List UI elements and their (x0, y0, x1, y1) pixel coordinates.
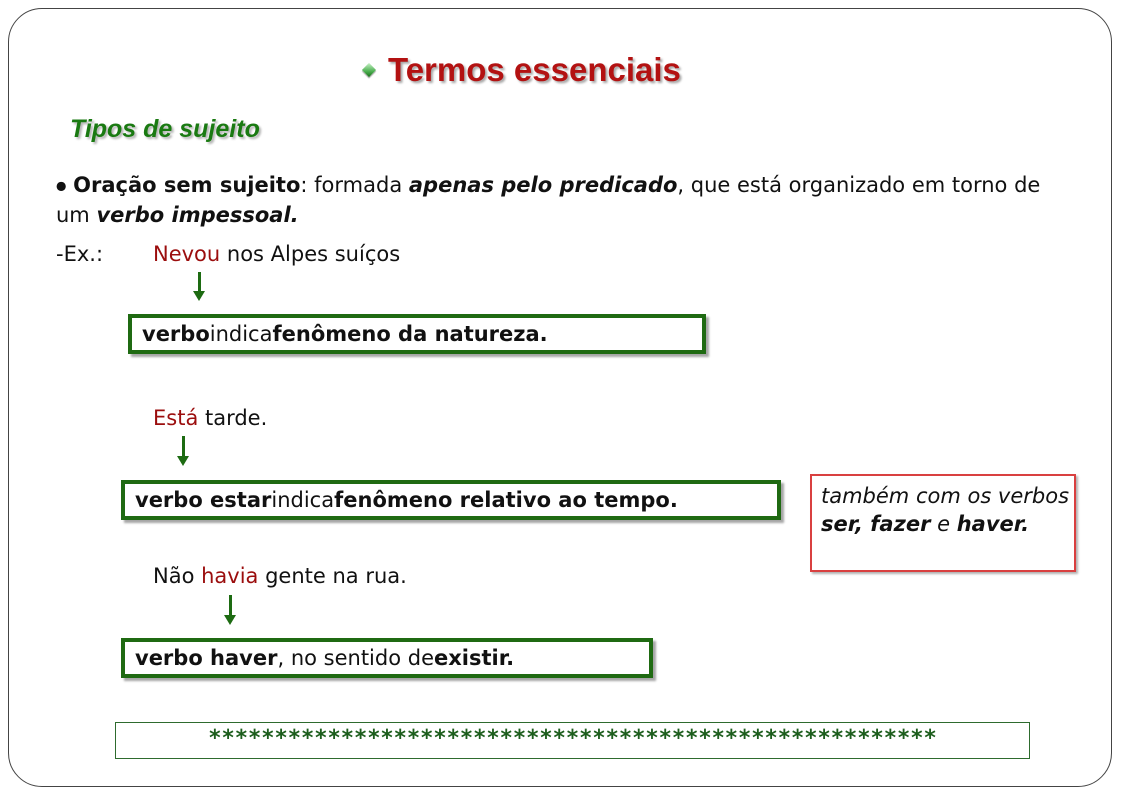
down-arrow-icon (198, 272, 201, 293)
box-3-bold-1: verbo haver (135, 646, 278, 670)
diamond-bullet-icon (362, 63, 376, 77)
box-3-text: , no sentido de (277, 646, 434, 670)
example-rest-1: nos Alpes suíços (220, 242, 401, 266)
note-box (810, 474, 1076, 572)
example-label: -Ex.: (56, 242, 104, 266)
down-arrow-icon (182, 436, 185, 458)
example-verb-3: havia (201, 564, 259, 588)
explanation-box-3 (121, 638, 653, 678)
definition-text-2: , que está organizado em torno de um (56, 173, 1041, 227)
example-sentence-3 (153, 564, 407, 588)
definition-text-1: : formada (300, 173, 409, 197)
box-2-text: indica (271, 488, 335, 512)
bullet-icon: ● (56, 178, 67, 193)
note-text-2: e (930, 512, 957, 536)
definition-emphasis-2: verbo impessoal. (96, 202, 299, 227)
box-2-bold-1: verbo estar (135, 488, 272, 512)
box-1-bold-2: fenômeno da natureza. (272, 322, 548, 346)
explanation-box-1 (128, 314, 706, 354)
asterisk-divider: ******************************************************* (115, 722, 1030, 759)
note-text-1: também com os verbos (821, 484, 1070, 508)
example-rest-2: tarde. (198, 406, 268, 430)
example-sentence-1 (153, 242, 400, 266)
note-bold-1: ser, fazer (821, 512, 931, 536)
slide-title (364, 48, 681, 92)
definition-term: Oração sem sujeito (73, 173, 301, 197)
down-arrow-icon (229, 595, 232, 617)
example-sentence-2 (153, 406, 267, 430)
title-text: Termos essenciais (388, 51, 681, 88)
box-1-text: indica (209, 322, 273, 346)
note-bold-2: haver. (956, 512, 1030, 536)
definition-emphasis-1: apenas pelo predicado (408, 173, 678, 197)
example-verb-2: Está (153, 406, 199, 430)
box-3-bold-2: existir. (434, 646, 515, 670)
example-pre-3: Não (153, 564, 202, 588)
section-subtitle: Tipos de sujeito (70, 115, 260, 143)
explanation-box-2 (121, 480, 781, 520)
box-1-bold-1: verbo (142, 322, 210, 346)
example-verb-1: Nevou (153, 242, 221, 266)
definition-paragraph (56, 171, 1046, 230)
example-rest-3: gente na rua. (258, 564, 407, 588)
box-2-bold-2: fenômeno relativo ao tempo. (334, 488, 678, 512)
